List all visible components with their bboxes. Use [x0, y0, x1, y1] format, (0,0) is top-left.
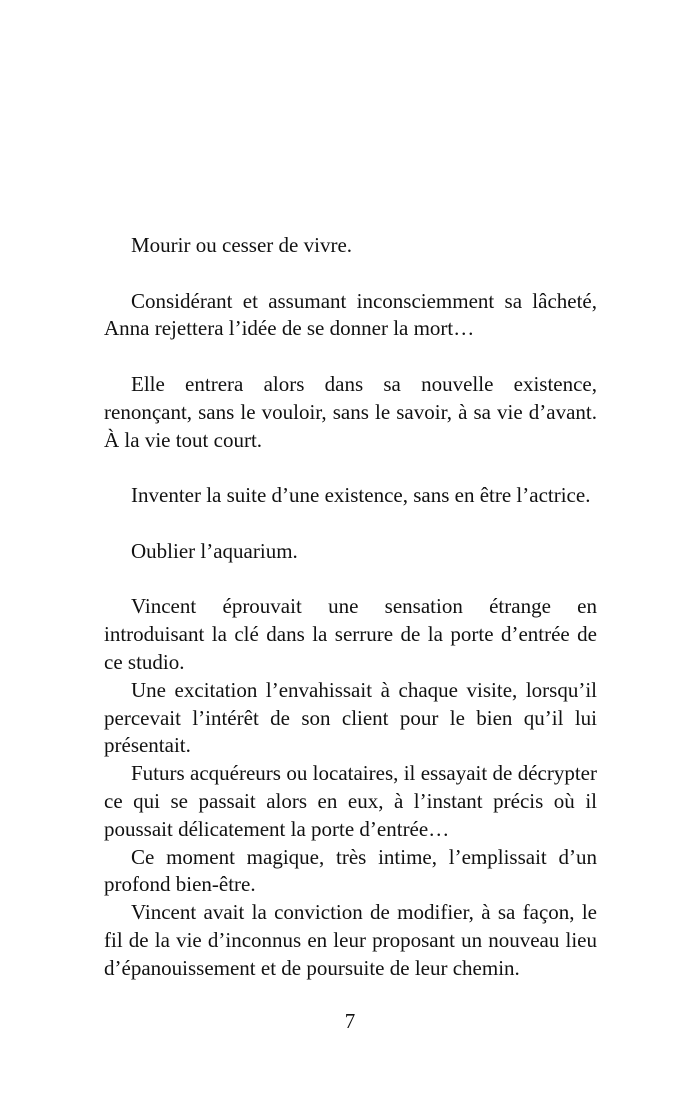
body-text [104, 232, 597, 983]
paragraph: Ce moment magique, très intime, l’emplissait d’un profond bien-être. [104, 844, 597, 897]
paragraph: Oublier l’aquarium. [131, 538, 298, 563]
paragraph: Mourir ou cesser de vivre. [131, 233, 353, 257]
paragraph: Considérant et assumant inconsciemment sa lâcheté, Anna rejettera l’idée de se donner la mort… [104, 288, 597, 341]
paragraph: Inventer la suite d’une existence, sans en être l’actrice. [131, 483, 591, 508]
paragraph: Une excitation l’envahissait à chaque visite, lorsqu’il percevait l’intérêt de son client pour le bien qu’il lui présentait. [104, 677, 597, 758]
paragraph: Futurs acquéreurs ou locataires, il essayait de décrypter ce qui se passait alors en eux, à l’instant précis où il poussait délicatement la porte d’entrée… [104, 761, 597, 841]
page-number: 7 [344, 1009, 356, 1033]
paragraph: Elle entrera alors dans sa nouvelle existence, renonçant, sans le vouloir, sans le savoir, à sa vie d’avant. À la vie tout court. [104, 371, 597, 452]
paragraph: Vincent éprouvait une sensation étrange en introduisant la clé dans la serrure de la porte d’entrée de ce studio. [104, 594, 597, 674]
paragraph: Vincent avait la conviction de modifier, à sa façon, le fil de la vie d’inconnus en leur proposant un nouveau lieu d’épanouissement et de poursuite de leur chemin. [104, 900, 597, 980]
